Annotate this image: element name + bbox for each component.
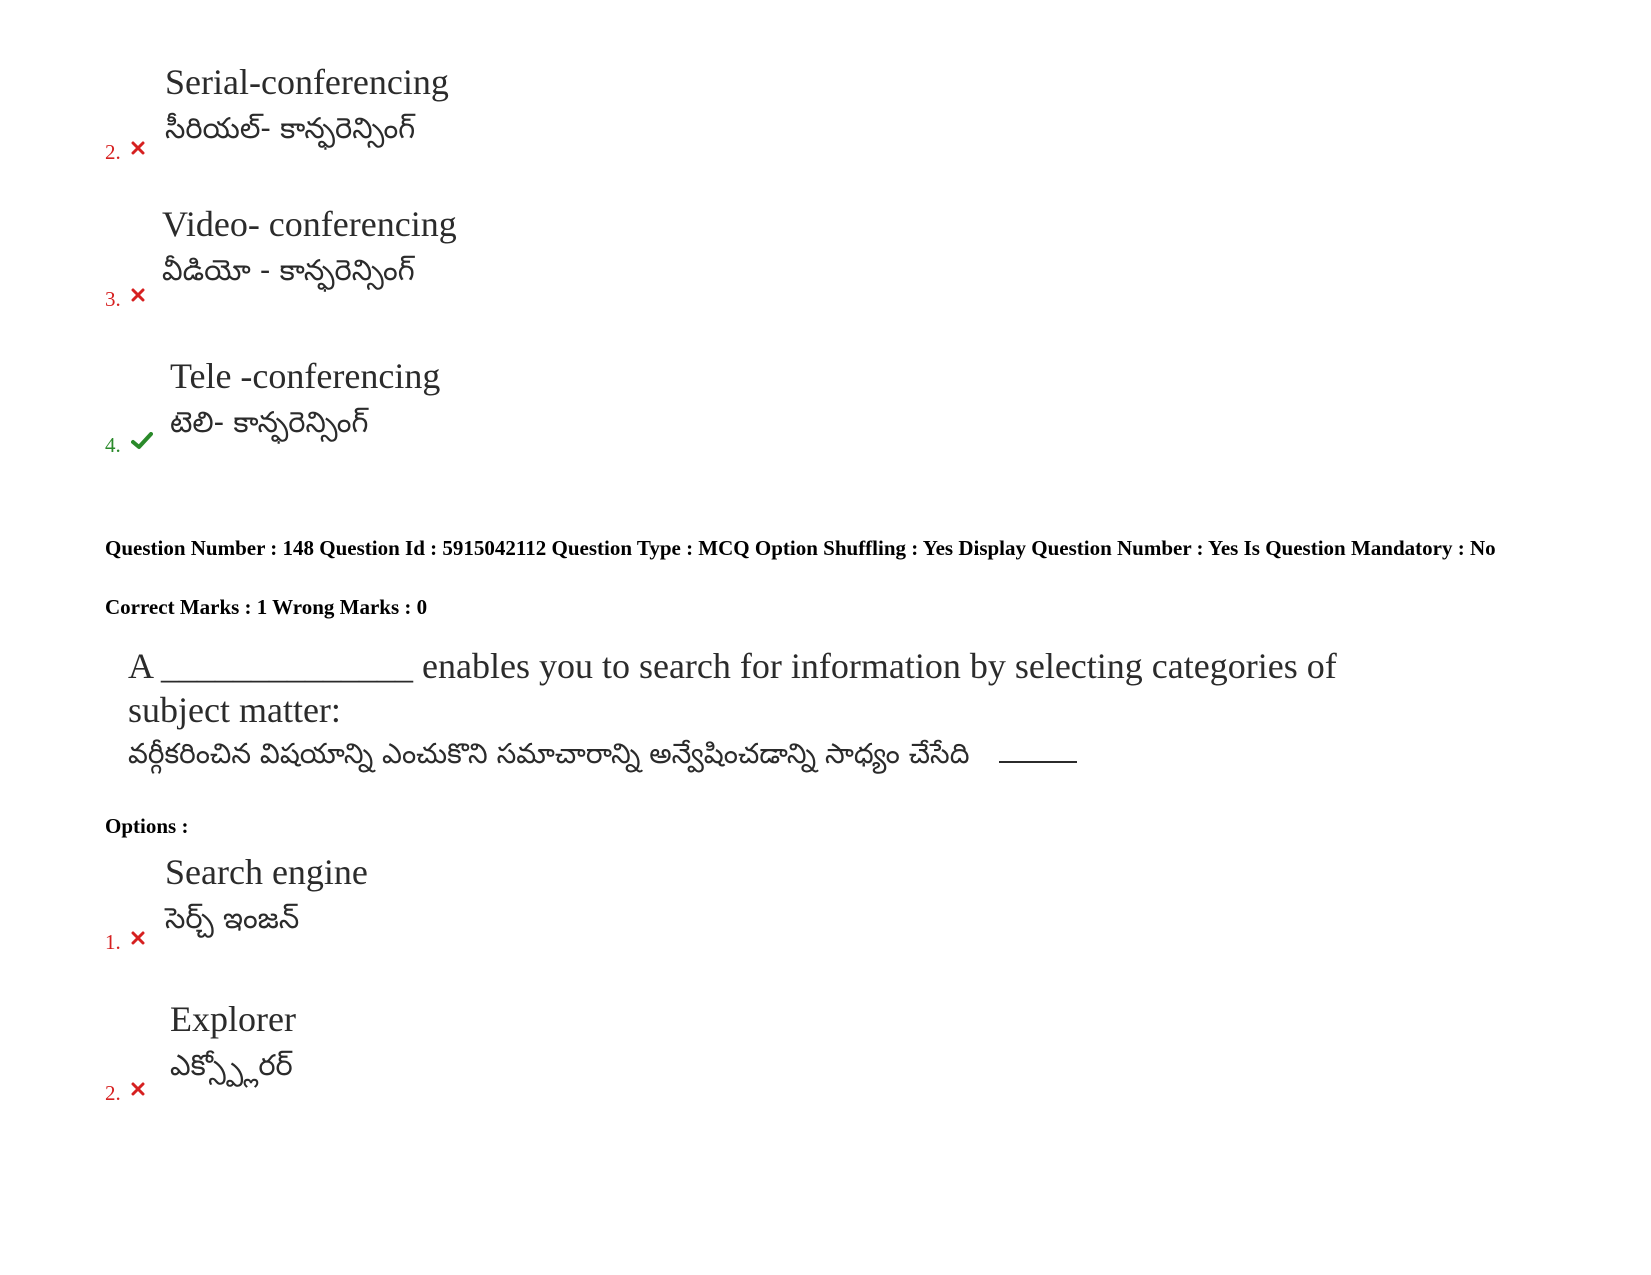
options-label: Options :: [105, 814, 189, 838]
question-text-en: A ______________ enables you to search for information by selecting categories of subject matter:: [128, 646, 1337, 730]
option-text-en: Explorer: [170, 999, 296, 1039]
question-text-te: [128, 732, 1428, 776]
question-meta: Question Number : 148 Question Id : 5915042112 Question Type : MCQ Option Shuffling : Yes Display Question Number : Yes Is Question Mandatory : No: [105, 536, 1496, 560]
option-number: 3.: [105, 287, 121, 311]
option-text-en: Serial-conferencing: [165, 62, 449, 102]
cross-icon: [131, 931, 145, 945]
option-text-te: ఎక్స్ప్లోరర్: [170, 1048, 293, 1082]
option-image: [165, 60, 449, 148]
cross-icon: [131, 141, 145, 155]
option-image: [170, 997, 296, 1085]
option-text-te: సెర్చ్ ఇంజన్: [165, 901, 300, 935]
option-image: [165, 850, 368, 938]
option-number: 1.: [105, 930, 121, 954]
option-image: [162, 202, 457, 290]
question-body: [128, 644, 1428, 776]
option-number: 2.: [105, 1081, 121, 1105]
marks-line: Correct Marks : 1 Wrong Marks : 0: [105, 595, 428, 619]
option-text-te: సీరియల్- కాన్ఫరెన్సింగ్: [165, 111, 416, 145]
option-number: 4.: [105, 433, 121, 457]
option-number: 2.: [105, 140, 121, 164]
cross-icon: [131, 288, 145, 302]
check-icon: [131, 432, 153, 450]
answer-blank: [999, 761, 1077, 763]
option-text-en: Search engine: [165, 852, 368, 892]
option-text-te: టెలి- కాన్ఫరెన్సింగ్: [170, 405, 369, 439]
option-text-en: Tele -conferencing: [170, 356, 441, 396]
option-text-en: Video- conferencing: [162, 204, 457, 244]
option-text-te: వీడియో - కాన్ఫరెన్సింగ్: [162, 253, 415, 287]
question-text-te-content: వర్గీకరించిన విషయాన్ని ఎంచుకొని సమాచారాన్ని అన్వేషించడాన్ని సాధ్యం చేసేది: [128, 737, 970, 770]
cross-icon: [131, 1082, 145, 1096]
option-image: [170, 354, 440, 442]
